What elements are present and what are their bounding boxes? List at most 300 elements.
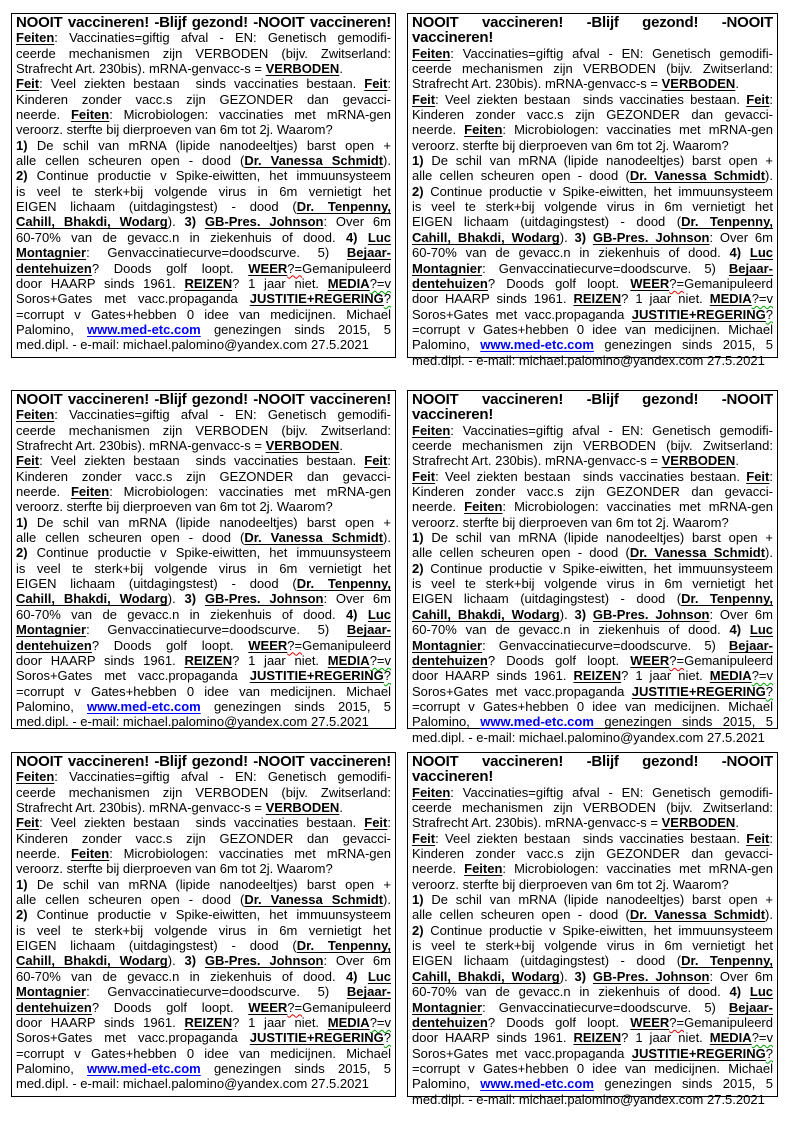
flyer-title: [16, 15, 391, 30]
text-run: ?=v: [369, 652, 392, 668]
flyer-card-1: [11, 13, 396, 358]
text-run: 4): [345, 229, 358, 245]
text-line: [16, 923, 391, 938]
keyword-text: Dr. Vanessa Schmidt: [244, 153, 384, 169]
text-line: [412, 684, 773, 699]
text-run: door HAARP sinds 1961.: [16, 1014, 185, 1030]
text-run: [196, 214, 205, 229]
text-run: Kinderen zonder vacc.s zijn GEZONDER dan gevacci-: [16, 468, 391, 484]
text-line: [412, 76, 773, 91]
keyword-text: Luc: [749, 622, 773, 638]
text-run: Soros+Gates met vacc.propaganda: [412, 683, 632, 699]
text-run: NOOIT vaccineren! -Blijf gezond! -NOOIT vaccineren!: [16, 753, 391, 770]
flyer-title: [16, 392, 391, 407]
text-run: Strafrecht Art. 230bis). mRNA-genvacc-s =: [16, 438, 266, 454]
text-run: is veel te sterk+bij volgende virus in 6m vernietigt het: [412, 199, 773, 215]
text-run: Gemanipuleerd: [302, 999, 391, 1015]
text-run: ? 1 jaar niet.: [232, 1014, 328, 1030]
keyword-text: Bejaar-: [346, 622, 391, 638]
text-run: : Genvaccinatiecurve=doodscurve. 5): [482, 637, 729, 653]
text-run: 3): [184, 591, 197, 607]
keyword-text: Bejaar-: [346, 984, 391, 1000]
keyword-text: JUSTITIE+REGERING: [631, 1045, 766, 1061]
text-run: =corrupt v Gates+hebben 0 idee van medicijnen. Michael: [16, 306, 391, 322]
text-run: 1): [16, 137, 28, 153]
text-line: [16, 684, 391, 699]
keyword-text: MEDIA: [327, 275, 370, 291]
text-line: [16, 499, 391, 514]
med-etc-link[interactable]: www.med-etc.com: [480, 714, 594, 730]
flyer-card-4: [407, 390, 778, 745]
keyword-text: dentehuizen: [412, 652, 488, 668]
text-line: [16, 815, 391, 830]
med-etc-link[interactable]: www.med-etc.com: [480, 337, 594, 353]
keyword-text: WEER: [630, 652, 670, 668]
keyword-text: JUSTITIE+REGERING: [249, 1030, 384, 1046]
text-line: [412, 153, 773, 168]
text-line: [412, 1000, 773, 1015]
text-run: Kinderen zonder vacc.s zijn GEZONDER dan gevacci-: [412, 846, 773, 862]
text-run: neerde.: [16, 107, 71, 123]
text-run: alle cellen scheuren open - dood (: [412, 168, 630, 184]
text-run: : Microbiologen: vaccinaties met mRNA-gen: [109, 107, 391, 123]
text-run: ? Doods golf loopt.: [487, 1014, 631, 1030]
keyword-text: Cahill, Bhakdi, Wodarg: [412, 968, 560, 984]
text-line: [412, 831, 773, 846]
text-line: [412, 1046, 773, 1061]
text-line: [16, 877, 391, 892]
keyword-text: dentehuizen: [16, 637, 92, 653]
text-line: [16, 638, 391, 653]
keyword-text: Dr. Tenpenny,: [296, 576, 391, 592]
keyword-text: Feiten: [16, 30, 55, 46]
keyword-text: Cahill, Bhakdi, Wodarg: [412, 229, 560, 245]
text-run: ?=: [669, 652, 685, 668]
text-run: ? Doods golf loopt.: [487, 275, 631, 291]
text-run: : Genvaccinatiecurve=doodscurve. 5): [482, 999, 729, 1015]
text-run: ).: [383, 530, 391, 546]
text-run: veroorz. sterfte bij dierproeven van 6m tot 2j. Waarom?: [412, 137, 729, 153]
text-run: 4): [729, 622, 742, 638]
text-run: 60-70% van de gevacc.n in ziekenhuis of dood.: [16, 229, 346, 245]
text-run: ?: [765, 306, 773, 322]
med-etc-link[interactable]: www.med-etc.com: [87, 698, 201, 714]
text-run: EIGEN lichaam (uitdagingstest) - dood (: [412, 591, 682, 607]
text-run: : Genvaccinatiecurve=doodscurve. 5): [86, 622, 347, 638]
text-run: De schil van mRNA (lipide nanodeeltjes) barst open +: [27, 137, 391, 153]
keyword-text: dentehuizen: [412, 1014, 488, 1030]
keyword-text: Feiten: [412, 45, 451, 61]
keyword-text: REIZEN: [573, 1030, 622, 1046]
keyword-text: Dr. Tenpenny,: [681, 591, 773, 607]
text-line: [412, 438, 773, 453]
text-run: [586, 969, 593, 984]
text-run: ?=: [287, 260, 303, 276]
text-line: [412, 785, 773, 800]
keyword-text: WEER: [630, 1014, 670, 1030]
text-run: genezingen sinds 2015, 5: [200, 321, 391, 337]
text-run: .: [735, 815, 739, 831]
keyword-text: Feiten: [464, 499, 503, 515]
text-line: [412, 923, 773, 938]
text-run: : Over 6m: [709, 606, 773, 622]
text-run: =corrupt v Gates+hebben 0 idee van medicijnen. Michael: [16, 1045, 391, 1061]
keyword-text: MEDIA: [327, 652, 370, 668]
keyword-text: JUSTITIE+REGERING: [249, 668, 384, 684]
text-run: : Microbiologen: vaccinaties met mRNA-gen: [502, 499, 773, 515]
text-line: [16, 484, 391, 499]
text-run: : Vaccinaties=giftig afval - EN: Genetisch gemodifi-: [54, 407, 391, 423]
text-run: alle cellen scheuren open - dood (: [412, 907, 630, 923]
text-line: [412, 622, 773, 637]
text-run: Soros+Gates met vacc.propaganda: [16, 668, 250, 684]
text-run: genezingen sinds 2015, 5: [593, 714, 773, 730]
keyword-text: Feit: [746, 91, 770, 107]
keyword-text: Feit: [16, 815, 40, 831]
text-line: [412, 1061, 773, 1076]
text-run: ? Doods golf loopt.: [487, 652, 631, 668]
keyword-text: Feiten: [464, 861, 503, 877]
text-line: [412, 907, 773, 922]
text-line: [412, 530, 773, 545]
text-run: De schil van mRNA (lipide nanodeeltjes) barst open +: [423, 530, 773, 546]
text-line: [412, 668, 773, 683]
text-run: Soros+Gates met vacc.propaganda: [16, 291, 250, 307]
text-run: ?=v: [751, 1030, 774, 1046]
keyword-text: GB-Pres. Johnson: [204, 214, 324, 230]
text-run: .: [339, 800, 343, 816]
keyword-text: Dr. Tenpenny,: [681, 214, 773, 230]
text-run: Palomino,: [16, 1060, 88, 1076]
text-line: [16, 607, 391, 622]
text-line: [16, 653, 391, 668]
text-run: EIGEN lichaam (uitdagingstest) - dood (: [412, 953, 682, 969]
text-line: [16, 831, 391, 846]
text-run: alle cellen scheuren open - dood (: [16, 153, 245, 169]
text-run: genezingen sinds 2015, 5: [200, 698, 391, 714]
text-line: [412, 892, 773, 907]
keyword-text: Feit: [746, 468, 770, 484]
text-line: [412, 199, 773, 214]
text-run: Palomino,: [412, 337, 481, 353]
text-line: [412, 800, 773, 815]
text-run: Palomino,: [412, 714, 481, 730]
keyword-text: Bejaar-: [728, 999, 773, 1015]
text-run: ?: [383, 291, 391, 307]
text-run: 60-70% van de gevacc.n in ziekenhuis of dood.: [412, 245, 730, 261]
text-run: Palomino,: [16, 698, 88, 714]
text-run: .: [339, 61, 343, 77]
med-etc-link[interactable]: www.med-etc.com: [480, 1076, 594, 1092]
text-run: 3): [574, 606, 587, 622]
keyword-text: WEER: [248, 260, 288, 276]
keyword-text: VERBODEN: [265, 800, 340, 816]
text-line: [412, 699, 773, 714]
text-line: [412, 423, 773, 438]
text-run: =corrupt v Gates+hebben 0 idee van medicijnen. Michael: [16, 683, 391, 699]
text-run: veroorz. sterfte bij dierproeven van 6m tot 2j. Waarom?: [16, 499, 333, 515]
keyword-text: VERBODEN: [265, 61, 340, 77]
text-run: is veel te sterk+bij volgende virus in 6m vernietigt het: [16, 922, 391, 938]
text-run: ?=v: [751, 668, 774, 684]
text-run: door HAARP sinds 1961.: [412, 1030, 574, 1046]
text-run: ? 1 jaar niet.: [232, 275, 328, 291]
text-line: [16, 92, 391, 107]
text-line: [16, 1061, 391, 1076]
text-run: 60-70% van de gevacc.n in ziekenhuis of dood.: [412, 984, 730, 1000]
text-line: [16, 453, 391, 468]
text-run: ceerde mechanismen zijn VERBODEN (bijv. Zwitserland:: [16, 422, 391, 438]
keyword-text: MEDIA: [709, 1030, 752, 1046]
keyword-text: JUSTITIE+REGERING: [631, 683, 766, 699]
text-run: : Over 6m: [323, 591, 391, 607]
keyword-text: Bejaar-: [728, 637, 773, 653]
text-run: neerde.: [16, 484, 71, 500]
text-line: [412, 938, 773, 953]
text-run: : Microbiologen: vaccinaties met mRNA-gen: [109, 484, 391, 500]
text-line: [412, 61, 773, 76]
keyword-text: WEER: [248, 637, 288, 653]
flyer-card-3: [11, 390, 396, 729]
text-run: Soros+Gates met vacc.propaganda: [412, 1045, 632, 1061]
text-run: ? 1 jaar niet.: [621, 1030, 710, 1046]
text-run: 3): [574, 229, 587, 245]
text-run: 1): [16, 514, 28, 530]
keyword-text: Dr. Vanessa Schmidt: [629, 907, 766, 923]
text-run: genezingen sinds 2015, 5: [593, 337, 773, 353]
text-line: [412, 638, 773, 653]
keyword-text: Feit: [746, 830, 770, 846]
text-run: [741, 622, 750, 637]
text-run: ? 1 jaar niet.: [621, 668, 710, 684]
text-run: Continue productie v Spike-eiwitten, het immuunsysteem: [27, 545, 391, 561]
keyword-text: Luc: [367, 229, 391, 245]
keyword-text: Dr. Tenpenny,: [296, 938, 391, 954]
text-line: [412, 576, 773, 591]
text-run: ?=v: [751, 291, 774, 307]
text-run: : Over 6m: [709, 229, 773, 245]
text-run: ).: [559, 229, 575, 245]
text-run: ? 1 jaar niet.: [621, 291, 710, 307]
keyword-text: dentehuizen: [16, 999, 92, 1015]
text-line: [16, 438, 391, 453]
keyword-text: GB-Pres. Johnson: [592, 968, 710, 984]
text-run: med.dipl. - e-mail: michael.palomino@yandex.com 27.5.2021: [16, 714, 369, 730]
text-line: [16, 622, 391, 637]
text-run: Continue productie v Spike-eiwitten, het immuunsysteem: [423, 183, 773, 199]
keyword-text: Cahill, Bhakdi, Wodarg: [16, 953, 168, 969]
text-line: [412, 714, 773, 729]
keyword-text: Dr. Tenpenny,: [681, 953, 773, 969]
text-run: Gemanipuleerd: [684, 652, 773, 668]
text-run: 2): [412, 922, 424, 938]
keyword-text: dentehuizen: [16, 260, 92, 276]
text-line: [16, 168, 391, 183]
keyword-text: VERBODEN: [265, 438, 340, 454]
text-run: Gemanipuleerd: [684, 275, 773, 291]
text-run: 4): [345, 968, 358, 984]
text-line: [412, 591, 773, 606]
text-run: : Microbiologen: vaccinaties met mRNA-gen: [109, 846, 391, 862]
text-line: [16, 561, 391, 576]
text-line: [412, 877, 773, 892]
text-run: ?=v: [369, 1014, 392, 1030]
text-line: [16, 907, 391, 922]
text-run: ?=: [669, 275, 685, 291]
keyword-text: Feiten: [412, 422, 451, 438]
text-run: [358, 230, 368, 245]
text-line: [16, 668, 391, 683]
text-run: Kinderen zonder vacc.s zijn GEZONDER dan gevacci-: [412, 484, 773, 500]
text-line: [412, 322, 773, 337]
text-line: [16, 846, 391, 861]
text-line: [16, 785, 391, 800]
text-run: : Genvaccinatiecurve=doodscurve. 5): [482, 260, 729, 276]
text-line: [16, 545, 391, 560]
text-run: med.dipl. - e-mail: michael.palomino@yandex.com 27.5.2021: [412, 729, 765, 745]
text-line: [412, 730, 773, 745]
text-run: Continue productie v Spike-eiwitten, het immuunsysteem: [27, 168, 391, 184]
keyword-text: Feiten: [16, 407, 55, 423]
flyer-card-2: [407, 13, 778, 368]
text-run: door HAARP sinds 1961.: [16, 652, 185, 668]
text-line: [16, 76, 391, 91]
text-run: =corrupt v Gates+hebben 0 idee van medicijnen. Michael: [412, 698, 773, 714]
keyword-text: Feiten: [70, 107, 110, 123]
text-run: : Vaccinaties=giftig afval - EN: Genetisch gemodifi-: [450, 784, 773, 800]
text-run: 1): [16, 876, 28, 892]
text-run: [741, 245, 750, 260]
text-line: [16, 591, 391, 606]
text-run: Gemanipuleerd: [302, 637, 391, 653]
text-line: [412, 307, 773, 322]
text-run: 1): [412, 530, 424, 546]
keyword-text: Dr. Tenpenny,: [296, 199, 391, 215]
text-run: Continue productie v Spike-eiwitten, het immuunsysteem: [423, 560, 773, 576]
text-line: [16, 61, 391, 76]
keyword-text: MEDIA: [709, 291, 752, 307]
text-run: ceerde mechanismen zijn VERBODEN (bijv. Zwitserland:: [16, 45, 391, 61]
text-run: ).: [765, 168, 773, 184]
keyword-text: Feit: [364, 815, 388, 831]
text-line: [412, 337, 773, 352]
text-run: ).: [765, 907, 773, 923]
keyword-text: GB-Pres. Johnson: [204, 591, 324, 607]
text-line: [412, 953, 773, 968]
text-run: 2): [16, 168, 28, 184]
text-line: [16, 969, 391, 984]
text-line: [16, 337, 391, 352]
med-etc-link[interactable]: www.med-etc.com: [87, 1060, 201, 1076]
text-run: =corrupt v Gates+hebben 0 idee van medicijnen. Michael: [412, 1060, 773, 1076]
text-run: [196, 953, 205, 968]
text-run: : Genvaccinatiecurve=doodscurve. 5): [86, 984, 347, 1000]
text-run: is veel te sterk+bij volgende virus in 6m vernietigt het: [412, 576, 773, 592]
keyword-text: GB-Pres. Johnson: [204, 953, 324, 969]
keyword-text: GB-Pres. Johnson: [592, 229, 710, 245]
text-line: [16, 276, 391, 291]
text-run: Continue productie v Spike-eiwitten, het immuunsysteem: [27, 907, 391, 923]
text-run: 1): [412, 892, 424, 908]
flyer-title: [412, 391, 777, 424]
keyword-text: Montagnier: [412, 637, 483, 653]
text-run: 4): [729, 984, 742, 1000]
keyword-text: Montagnier: [16, 245, 87, 261]
text-line: [412, 291, 773, 306]
text-line: [16, 892, 391, 907]
text-line: [412, 184, 773, 199]
keyword-text: dentehuizen: [412, 275, 488, 291]
text-line: [16, 46, 391, 61]
text-run: Palomino,: [412, 1076, 481, 1092]
text-run: ? 1 jaar niet.: [232, 652, 328, 668]
keyword-text: Feit: [412, 830, 436, 846]
text-run: Soros+Gates met vacc.propaganda: [16, 1030, 250, 1046]
text-run: Soros+Gates met vacc.propaganda: [412, 306, 632, 322]
text-line: [412, 353, 773, 368]
text-run: NOOIT vaccineren! -Blijf gezond! -NOOIT vaccineren!: [16, 391, 391, 408]
keyword-text: JUSTITIE+REGERING: [249, 291, 384, 307]
text-run: ceerde mechanismen zijn VERBODEN (bijv. Zwitserland:: [412, 438, 773, 454]
text-run: neerde.: [16, 846, 71, 862]
keyword-text: VERBODEN: [661, 76, 736, 92]
text-line: [412, 1092, 773, 1107]
keyword-text: JUSTITIE+REGERING: [631, 306, 766, 322]
text-line: [412, 1030, 773, 1045]
flyer-title: [412, 753, 777, 786]
text-line: [16, 530, 391, 545]
text-line: [412, 653, 773, 668]
text-run: : Veel ziekten bestaan sinds vaccinaties bestaan.: [435, 468, 747, 484]
keyword-text: REIZEN: [573, 668, 622, 684]
flyer-title: [16, 754, 391, 769]
text-run: Kinderen zonder vacc.s zijn GEZONDER dan gevacci-: [412, 107, 773, 123]
text-run: door HAARP sinds 1961.: [412, 668, 574, 684]
text-run: ).: [765, 545, 773, 561]
text-run: : Vaccinaties=giftig afval - EN: Genetisch gemodifi-: [450, 45, 773, 61]
text-run: [586, 607, 593, 622]
text-line: [16, 322, 391, 337]
text-run: ).: [559, 606, 575, 622]
text-run: : Microbiologen: vaccinaties met mRNA-gen: [502, 122, 773, 138]
med-etc-link[interactable]: www.med-etc.com: [87, 321, 201, 337]
keyword-text: Dr. Vanessa Schmidt: [244, 530, 384, 546]
text-line: [412, 846, 773, 861]
text-run: alle cellen scheuren open - dood (: [16, 530, 245, 546]
keyword-text: Montagnier: [16, 622, 87, 638]
keyword-text: Feit: [364, 453, 388, 469]
text-line: [412, 515, 773, 530]
keyword-text: Luc: [367, 606, 391, 622]
text-run: ).: [559, 968, 575, 984]
text-run: ceerde mechanismen zijn VERBODEN (bijv. Zwitserland:: [412, 61, 773, 77]
text-run: 3): [184, 953, 197, 969]
text-run: genezingen sinds 2015, 5: [593, 1076, 773, 1092]
text-line: [16, 199, 391, 214]
keyword-text: Feit: [412, 91, 436, 107]
text-line: [16, 153, 391, 168]
text-line: [16, 699, 391, 714]
text-line: [412, 46, 773, 61]
text-line: [412, 261, 773, 276]
keyword-text: Montagnier: [412, 260, 483, 276]
text-line: [412, 1015, 773, 1030]
text-run: 4): [729, 245, 742, 261]
text-run: veroorz. sterfte bij dierproeven van 6m tot 2j. Waarom?: [16, 861, 333, 877]
text-run: : Veel ziekten bestaan sinds vaccinaties bestaan.: [39, 76, 365, 92]
text-run: med.dipl. - e-mail: michael.palomino@yandex.com 27.5.2021: [412, 1091, 765, 1107]
text-line: [16, 515, 391, 530]
